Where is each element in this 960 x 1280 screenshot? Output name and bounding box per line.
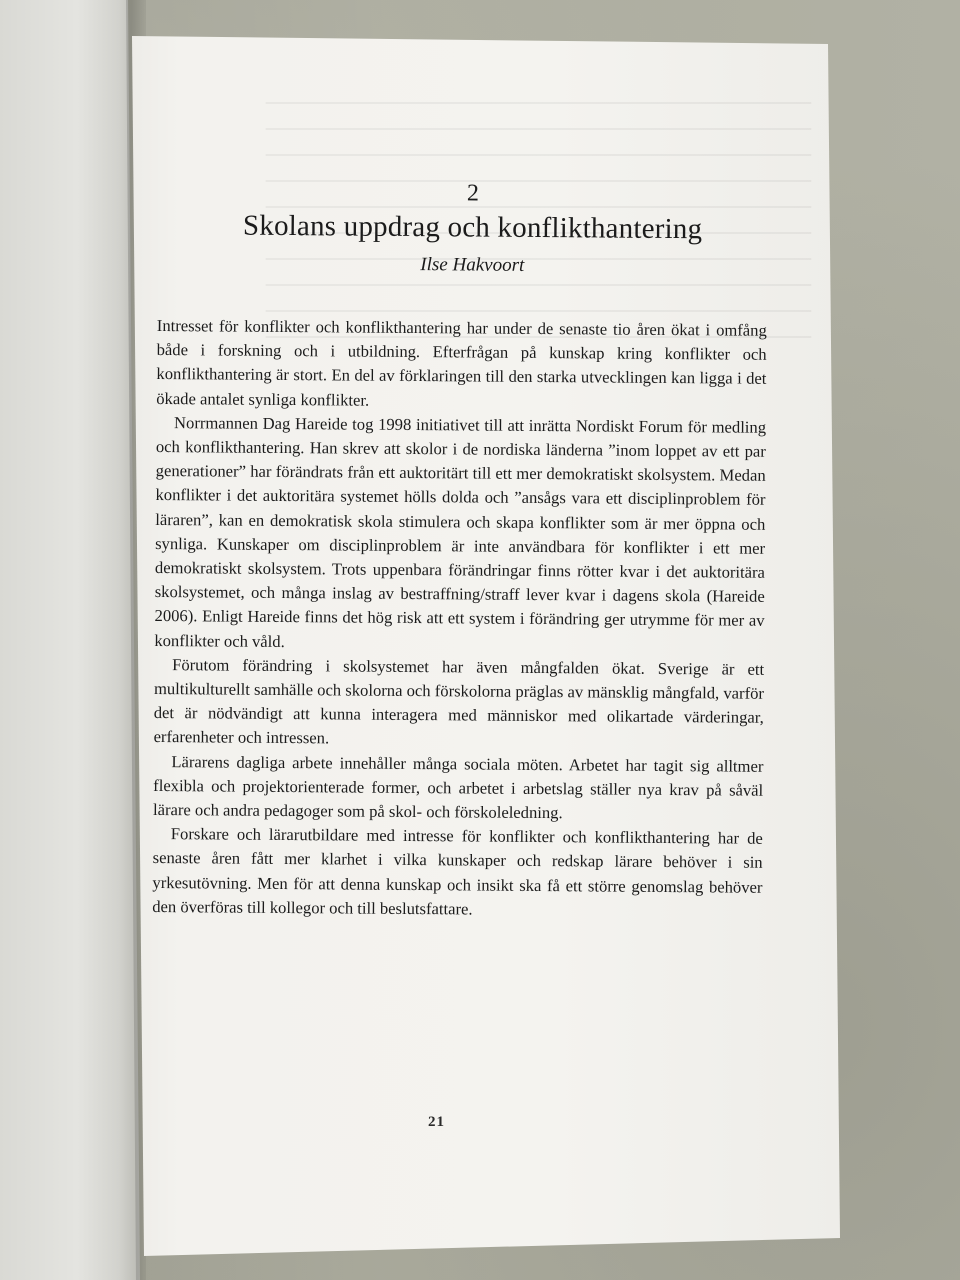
paragraph: Intresset för konflikter och konflikthantering har under de senaste tio åren ökat i omfång både i forskning och i utbildning. Efterfrågan på kunskap kring konflikter och konflikthantering är stort. En del av förklaringen till den starka utvecklingen kan ligga i det ökade antalet synliga konflikter. — [156, 315, 767, 410]
facing-page — [0, 0, 140, 1280]
page-number: 21 — [428, 1114, 445, 1130]
page-content — [152, 178, 768, 924]
chapter-number: 2 — [466, 180, 479, 207]
chapter-title: Skolans uppdrag och konflikthantering — [242, 209, 703, 246]
chapter-body — [152, 314, 767, 924]
paragraph: Lärarens dagliga arbete innehåller många sociala möten. Arbetet har tagit sig alltmer flexibla och projektorienterade former, och arbetet i arbetslag ställer nya krav på såväl lärare och andra pedagoger som på skol- och förskoleledning. — [152, 751, 764, 823]
paragraph: Norrmannen Dag Hareide tog 1998 initiativet till att inrätta Nordiskt Forum för medling och konflikthantering. Han skrev att skolor i de nordiska länderna ”inom loppet av ett par generationer” har förändrats från ett auktoritärt till ett mer demokratiskt skolsystem. Medan konflikter i det auktoritära systemet hölls dolda och ”ansågs vara ett disciplinproblem för läraren”, kan en demokratisk skola stimulera och skapa konflikter som är mer öppna och synliga. Kunskaper om disciplinproblem är inte användbara för konflikter i ett mer demokratiskt skolsystem. Trots uppenbara förändringar finns rötter kvar i det auktoritära skolsystemet, och många inslag av bestraffning/straff lever kvar i dagens skola (Hareide 2006). Enligt Hareide finns det hög risk att ett system i förändring ger utrymme för mer av konflikter och våld. — [154, 412, 767, 651]
paragraph: Förutom förändring i skolsystemet har även mångfalden ökat. Sverige är ett multikulturellt samhälle och skolorna och förskolorna präglas av mänsklig mångfald, varför det är nödvändigt att kunna interagera med människor med olikartade värderingar, erfarenheter och intressen. — [153, 654, 765, 748]
chapter-author: Ilse Hakvoort — [420, 254, 525, 276]
paragraph: Forskare och lärarutbildare med intresse för konflikter och konflikthantering har de senaste åren fått mer klarhet i vilka kunskaper och redskap lärare behöver i sin yrkesutövning. Men för att denna kunskap och insikt ska få ett större genomslag behöver den överföras till kollegor och till beslutsfattare. — [152, 824, 763, 919]
